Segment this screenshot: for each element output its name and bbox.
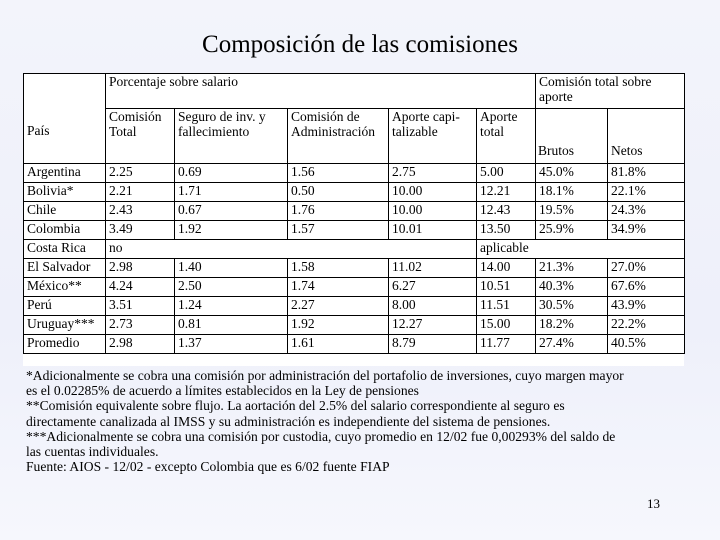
commissions-table (23, 73, 685, 354)
commissions-table-wrapper (23, 73, 684, 366)
value-cell: 6.27 (389, 278, 477, 297)
country-cell: Promedio (24, 335, 106, 354)
header-aporte-total: Aporte total (477, 109, 536, 144)
value-cell: 2.98 (106, 259, 175, 278)
value-cell: 1.61 (288, 335, 389, 354)
header-row-2 (24, 109, 685, 144)
table-row (24, 259, 685, 278)
header-brutos: Brutos (536, 143, 608, 164)
value-cell: 1.74 (288, 278, 389, 297)
value-cell: 11.02 (389, 259, 477, 278)
header-comision-admin: Comisión de Administración (288, 109, 389, 144)
value-cell: 25.9% (536, 221, 608, 240)
table-row (24, 202, 685, 221)
country-cell: Chile (24, 202, 106, 221)
not-applicable-no: no (106, 240, 477, 259)
value-cell: 10.01 (389, 221, 477, 240)
value-cell: 21.3% (536, 259, 608, 278)
header-seguro: Seguro de inv. y fallecimiento (175, 109, 288, 144)
header-comision-total-aporte: Comisión total sobre aporte (536, 74, 685, 109)
value-cell: 3.51 (106, 297, 175, 316)
header-empty-1 (106, 143, 175, 164)
table-row (24, 183, 685, 202)
table-row (24, 164, 685, 183)
value-cell: 2.73 (106, 316, 175, 335)
header-porcentaje: Porcentaje sobre salario (106, 74, 536, 109)
value-cell: 13.50 (477, 221, 536, 240)
table-row (24, 297, 685, 316)
value-cell: 2.27 (288, 297, 389, 316)
value-cell: 2.75 (389, 164, 477, 183)
header-row-3 (24, 143, 685, 164)
table-row (24, 278, 685, 297)
value-cell: 1.24 (175, 297, 288, 316)
header-netos-spacer (608, 109, 685, 144)
country-cell: Bolivia* (24, 183, 106, 202)
footnote-line: las cuentas individuales. (26, 444, 159, 460)
value-cell: 3.49 (106, 221, 175, 240)
value-cell: 81.8% (608, 164, 685, 183)
not-applicable-aplicable: aplicable (477, 240, 685, 259)
value-cell: 5.00 (477, 164, 536, 183)
footnote-line: es el 0.02285% de acuerdo a límites establecidos en la Ley de pensiones (26, 383, 419, 399)
header-comision-total: Comisión Total (106, 109, 175, 144)
value-cell: 2.98 (106, 335, 175, 354)
value-cell: 0.69 (175, 164, 288, 183)
value-cell: 27.4% (536, 335, 608, 354)
footnote-line: **Comisión equivalente sobre flujo. La aortación del 2.5% del salario correspondiente al seguro es (26, 398, 565, 414)
table-row (24, 240, 685, 259)
value-cell: 22.1% (608, 183, 685, 202)
value-cell: 10.00 (389, 183, 477, 202)
footnote-line: ***Adicionalmente se cobra una comisión por custodia, cuyo promedio en 12/02 fue 0,00293% del saldo de (26, 428, 616, 444)
value-cell: 12.43 (477, 202, 536, 221)
value-cell: 14.00 (477, 259, 536, 278)
value-cell: 34.9% (608, 221, 685, 240)
value-cell: 0.67 (175, 202, 288, 221)
value-cell: 15.00 (477, 316, 536, 335)
footnotes (26, 368, 696, 474)
value-cell: 1.76 (288, 202, 389, 221)
country-cell: Argentina (24, 164, 106, 183)
header-pais (24, 123, 106, 164)
country-cell: Colombia (24, 221, 106, 240)
header-netos: Netos (608, 143, 685, 164)
value-cell: 8.00 (389, 297, 477, 316)
value-cell: 12.21 (477, 183, 536, 202)
value-cell: 0.50 (288, 183, 389, 202)
value-cell: 11.51 (477, 297, 536, 316)
value-cell: 40.5% (608, 335, 685, 354)
value-cell: 1.40 (175, 259, 288, 278)
value-cell: 11.77 (477, 335, 536, 354)
value-cell: 19.5% (536, 202, 608, 221)
value-cell: 1.58 (288, 259, 389, 278)
header-empty-4 (389, 143, 477, 164)
country-cell: Perú (24, 297, 106, 316)
value-cell: 1.92 (288, 316, 389, 335)
value-cell: 18.2% (536, 316, 608, 335)
table-row (24, 335, 685, 354)
value-cell: 10.51 (477, 278, 536, 297)
value-cell: 2.21 (106, 183, 175, 202)
header-empty-2 (175, 143, 288, 164)
value-cell: 4.24 (106, 278, 175, 297)
header-aporte-capitalizable: Aporte capi- talizable (389, 109, 477, 144)
value-cell: 0.81 (175, 316, 288, 335)
country-cell: Uruguay*** (24, 316, 106, 335)
header-brutos-spacer (536, 109, 608, 144)
value-cell: 45.0% (536, 164, 608, 183)
country-cell: Costa Rica (24, 240, 106, 259)
footnote-source: Fuente: AIOS - 12/02 - excepto Colombia que es 6/02 fuente FIAP (26, 459, 390, 475)
value-cell: 30.5% (536, 297, 608, 316)
page-number: 13 (647, 496, 660, 511)
table-row (24, 221, 685, 240)
value-cell: 1.37 (175, 335, 288, 354)
slide-title: Composición de las comisiones (202, 31, 518, 58)
footnote-line: *Adicionalmente se cobra una comisión por administración del portafolio de inversiones, cuyo margen mayor (26, 368, 624, 383)
country-cell: México** (24, 278, 106, 297)
value-cell: 2.43 (106, 202, 175, 221)
value-cell: 1.56 (288, 164, 389, 183)
value-cell: 1.92 (175, 221, 288, 240)
value-cell: 2.25 (106, 164, 175, 183)
header-pais-label: País (27, 123, 50, 138)
header-empty-5 (477, 143, 536, 164)
country-cell: El Salvador (24, 259, 106, 278)
value-cell: 24.3% (608, 202, 685, 221)
header-row-1 (24, 74, 685, 109)
value-cell: 27.0% (608, 259, 685, 278)
value-cell: 18.1% (536, 183, 608, 202)
value-cell: 43.9% (608, 297, 685, 316)
value-cell: 10.00 (389, 202, 477, 221)
value-cell: 67.6% (608, 278, 685, 297)
table-row (24, 316, 685, 335)
value-cell: 22.2% (608, 316, 685, 335)
value-cell: 40.3% (536, 278, 608, 297)
value-cell: 1.57 (288, 221, 389, 240)
value-cell: 12.27 (389, 316, 477, 335)
footnote-line: directamente canalizada al IMSS y su administración es independiente del sistema de pensiones. (26, 413, 551, 429)
value-cell: 1.71 (175, 183, 288, 202)
header-empty-3 (288, 143, 389, 164)
value-cell: 2.50 (175, 278, 288, 297)
value-cell: 8.79 (389, 335, 477, 354)
